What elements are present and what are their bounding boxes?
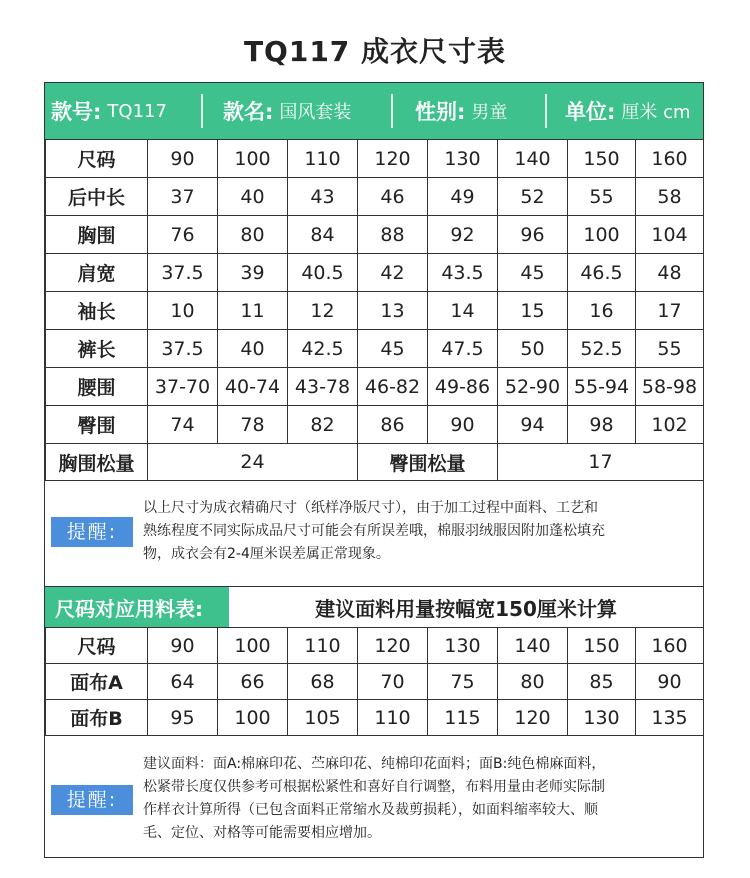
row-header: 袖长: [46, 292, 148, 330]
row-header: 胸围: [46, 216, 148, 254]
table-row: [46, 700, 704, 736]
table-cell: 100: [218, 140, 288, 178]
table-cell: 40: [218, 330, 288, 368]
row-header: 后中长: [46, 178, 148, 216]
reminder-line: 物，成衣会有2-4厘米误差属正常现象。: [143, 546, 390, 562]
table-cell: 95: [148, 700, 218, 736]
table-cell: 40-74: [218, 368, 288, 406]
table-row: [46, 368, 704, 406]
row-header: 尺码: [46, 140, 148, 178]
table-cell: 84: [288, 216, 358, 254]
row-header: 肩宽: [46, 254, 148, 292]
name-value: 国风套装: [279, 102, 352, 123]
table-cell: 160: [636, 628, 704, 664]
chest-ease-label: 胸围松量: [46, 444, 148, 481]
fabric-section-note: 建议面料用量按幅宽150厘米计算: [315, 596, 617, 621]
table-row: [46, 292, 704, 330]
gender-label: 性别:: [415, 100, 466, 124]
table-row: [46, 330, 704, 368]
table-cell: 86: [358, 406, 428, 444]
reminder-tag: 提醒:: [51, 517, 133, 547]
table-cell: 58: [636, 178, 704, 216]
table-cell: 104: [636, 216, 704, 254]
table-cell: 55-94: [568, 368, 636, 406]
chest-ease-value: 24: [148, 444, 358, 481]
table-cell: 102: [636, 406, 704, 444]
table-cell: 15: [498, 292, 568, 330]
reminder-line: 作样衣计算所得（已包含面料正常缩水及裁剪损耗），如面料缩率较大、顺: [143, 802, 598, 818]
table-cell: 17: [636, 292, 704, 330]
table-cell: 94: [498, 406, 568, 444]
table-cell: 74: [148, 406, 218, 444]
table-cell: 46-82: [358, 368, 428, 406]
fabric-table: [45, 627, 704, 736]
reminder-text: [143, 497, 693, 566]
table-cell: 90: [148, 628, 218, 664]
ease-row: [46, 444, 704, 481]
table-cell: 37: [148, 178, 218, 216]
table-cell: 46.5: [568, 254, 636, 292]
reminder-box-2: [45, 743, 703, 857]
table-row: [46, 628, 704, 664]
row-header: 面布B: [46, 700, 148, 736]
table-cell: 110: [288, 628, 358, 664]
table-cell: 100: [218, 628, 288, 664]
reminder-text: [143, 753, 693, 845]
item-no-value: TQ117: [107, 100, 167, 122]
table-cell: 150: [568, 140, 636, 178]
reminder-line: 以上尺寸为成衣精确尺寸（纸样净版尺寸），由于加工过程中面料、工艺和: [143, 500, 598, 516]
table-row: [46, 664, 704, 700]
row-header: 面布A: [46, 664, 148, 700]
table-cell: 98: [568, 406, 636, 444]
table-cell: 120: [358, 628, 428, 664]
fabric-section-header: [45, 587, 703, 627]
table-cell: 75: [428, 664, 498, 700]
row-header: 腰围: [46, 368, 148, 406]
table-cell: 13: [358, 292, 428, 330]
table-cell: 14: [428, 292, 498, 330]
table-cell: 78: [218, 406, 288, 444]
table-cell: 76: [148, 216, 218, 254]
table-cell: 92: [428, 216, 498, 254]
table-cell: 48: [636, 254, 704, 292]
fabric-section-label: 尺码对应用料表:: [45, 587, 229, 627]
table-cell: 135: [636, 700, 704, 736]
reminder-line: 松紧带长度仅供参考可根据松紧性和喜好自行调整，布料用量由老师实际制: [143, 779, 605, 795]
reminder-line: 熟练程度不同实际成品尺寸可能会有所误差哦，棉服羽绒服因附加蓬松填充: [143, 523, 605, 539]
table-cell: 37.5: [148, 330, 218, 368]
unit-value: 厘米 cm: [621, 102, 691, 123]
table-cell: 66: [218, 664, 288, 700]
table-cell: 90: [148, 140, 218, 178]
table-cell: 115: [428, 700, 498, 736]
table-row: [46, 216, 704, 254]
reminder-line: 毛、定位、对格等可能需要相应增加。: [143, 825, 381, 841]
row-header: 裤长: [46, 330, 148, 368]
table-cell: 80: [498, 664, 568, 700]
table-cell: 49-86: [428, 368, 498, 406]
table-cell: 37.5: [148, 254, 218, 292]
table-cell: 150: [568, 628, 636, 664]
table-cell: 55: [568, 178, 636, 216]
table-cell: 80: [218, 216, 288, 254]
table-cell: 10: [148, 292, 218, 330]
table-cell: 70: [358, 664, 428, 700]
unit-label: 单位:: [565, 100, 616, 124]
name-cell: [203, 83, 391, 139]
table-cell: 40: [218, 178, 288, 216]
table-cell: 52.5: [568, 330, 636, 368]
name-label: 款名:: [223, 100, 274, 124]
table-cell: 11: [218, 292, 288, 330]
size-chart-frame: [44, 82, 704, 858]
table-cell: 45: [358, 330, 428, 368]
table-row: [46, 140, 704, 178]
row-header: 尺码: [46, 628, 148, 664]
table-cell: 12: [288, 292, 358, 330]
table-cell: 43-78: [288, 368, 358, 406]
page-title: TQ117 成衣尺寸表: [243, 35, 507, 68]
table-cell: 39: [218, 254, 288, 292]
size-table: [45, 139, 704, 481]
table-cell: 90: [636, 664, 704, 700]
table-cell: 110: [288, 140, 358, 178]
table-row: [46, 178, 704, 216]
table-cell: 100: [218, 700, 288, 736]
table-cell: 100: [568, 216, 636, 254]
table-cell: 52-90: [498, 368, 568, 406]
table-cell: 47.5: [428, 330, 498, 368]
reminder-line: 建议面料：面A:棉麻印花、苎麻印花、纯棉印花面料；面B:纯色棉麻面料，: [143, 756, 606, 772]
table-cell: 45: [498, 254, 568, 292]
reminder-tag: 提醒:: [51, 785, 133, 815]
item-no-cell: [45, 83, 201, 139]
table-cell: 90: [428, 406, 498, 444]
table-cell: 52: [498, 178, 568, 216]
table-cell: 105: [288, 700, 358, 736]
table-cell: 46: [358, 178, 428, 216]
table-cell: 120: [498, 700, 568, 736]
row-header: 臀围: [46, 406, 148, 444]
table-cell: 140: [498, 628, 568, 664]
table-row: [46, 406, 704, 444]
table-cell: 160: [636, 140, 704, 178]
table-cell: 16: [568, 292, 636, 330]
hip-ease-value: 17: [498, 444, 704, 481]
table-cell: 130: [428, 140, 498, 178]
table-cell: 43: [288, 178, 358, 216]
table-cell: 130: [428, 628, 498, 664]
unit-cell: [547, 83, 703, 139]
table-cell: 40.5: [288, 254, 358, 292]
table-cell: 50: [498, 330, 568, 368]
table-cell: 42.5: [288, 330, 358, 368]
table-cell: 49: [428, 178, 498, 216]
table-cell: 37-70: [148, 368, 218, 406]
gender-value: 男童: [471, 102, 508, 123]
table-cell: 55: [636, 330, 704, 368]
hip-ease-label: 臀围松量: [358, 444, 498, 481]
table-row: [46, 254, 704, 292]
info-header: [45, 83, 703, 139]
table-cell: 96: [498, 216, 568, 254]
table-cell: 130: [568, 700, 636, 736]
table-cell: 120: [358, 140, 428, 178]
gender-cell: [393, 83, 545, 139]
reminder-box-1: [45, 477, 703, 587]
table-cell: 110: [358, 700, 428, 736]
table-cell: 68: [288, 664, 358, 700]
table-cell: 42: [358, 254, 428, 292]
item-no-label: 款号:: [51, 100, 102, 124]
table-cell: 82: [288, 406, 358, 444]
table-cell: 88: [358, 216, 428, 254]
table-cell: 140: [498, 140, 568, 178]
table-cell: 85: [568, 664, 636, 700]
table-cell: 43.5: [428, 254, 498, 292]
table-cell: 64: [148, 664, 218, 700]
table-cell: 58-98: [636, 368, 704, 406]
